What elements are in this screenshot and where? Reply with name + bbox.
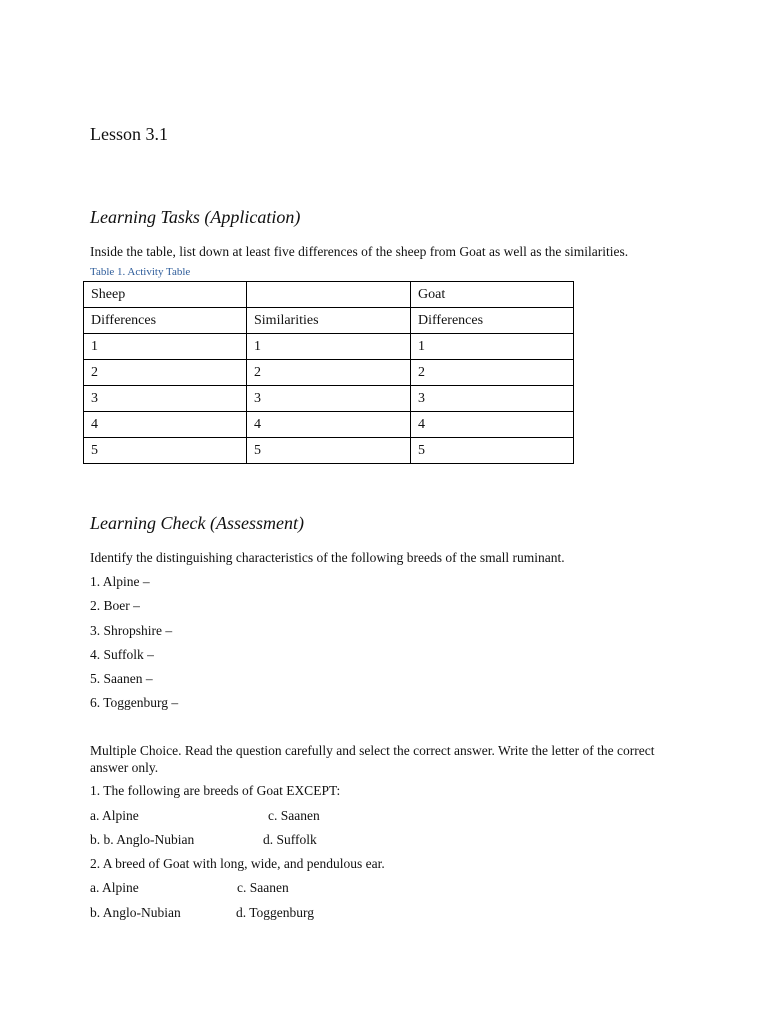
table-cell: 1 bbox=[84, 334, 247, 360]
activity-table bbox=[83, 281, 574, 464]
table-cell: 4 bbox=[247, 412, 411, 438]
table-row bbox=[84, 334, 574, 360]
question-2-option-d: d. Toggenburg bbox=[236, 905, 315, 920]
list-item: 3. Shropshire – bbox=[90, 623, 173, 638]
table-cell: 2 bbox=[84, 360, 247, 386]
table-row bbox=[84, 360, 574, 386]
table-row bbox=[84, 412, 574, 438]
table-row bbox=[84, 438, 574, 464]
question-1-option-a: a. Alpine bbox=[90, 808, 139, 823]
table-cell: 5 bbox=[247, 438, 411, 464]
assessment-instruction: Identify the distinguishing characteristics of the following breeds of the small ruminant. bbox=[90, 550, 565, 565]
multiple-choice-instruction: Multiple Choice. Read the question carefully and select the correct answer. Write the letter of the correct answer only. bbox=[90, 743, 655, 775]
question-1-option-c: c. Saanen bbox=[268, 808, 320, 823]
table-cell: 3 bbox=[84, 386, 247, 412]
lesson-title: Lesson 3.1 bbox=[90, 124, 168, 144]
table-cell: Differences bbox=[411, 308, 574, 334]
table-cell: Sheep bbox=[84, 282, 247, 308]
table-cell: 3 bbox=[247, 386, 411, 412]
table-cell: 5 bbox=[84, 438, 247, 464]
list-item: 6. Toggenburg – bbox=[90, 695, 179, 710]
table-subheader-row bbox=[84, 308, 574, 334]
table-header-row bbox=[84, 282, 574, 308]
list-item: 4. Suffolk – bbox=[90, 647, 154, 662]
question-1-option-d: d. Suffolk bbox=[263, 832, 317, 847]
table-cell: 5 bbox=[411, 438, 574, 464]
question-2: 2. A breed of Goat with long, wide, and pendulous ear. bbox=[90, 856, 385, 871]
application-heading: Learning Tasks (Application) bbox=[90, 207, 301, 227]
question-2-option-a: a. Alpine bbox=[90, 880, 139, 895]
table-row bbox=[84, 386, 574, 412]
list-item: 5. Saanen – bbox=[90, 671, 153, 686]
table-cell: 4 bbox=[84, 412, 247, 438]
list-item: 1. Alpine – bbox=[90, 574, 150, 589]
table-cell: Goat bbox=[411, 282, 574, 308]
table-cell: 4 bbox=[411, 412, 574, 438]
table-cell: Similarities bbox=[247, 308, 411, 334]
question-2-option-b: b. Anglo-Nubian bbox=[90, 905, 181, 920]
table-cell bbox=[247, 282, 411, 308]
table-cell: 2 bbox=[411, 360, 574, 386]
table-caption: Table 1. Activity Table bbox=[90, 266, 191, 278]
table-cell: 1 bbox=[411, 334, 574, 360]
question-1-option-b: b. b. Anglo-Nubian bbox=[90, 832, 195, 847]
table-cell: Differences bbox=[84, 308, 247, 334]
question-2-option-c: c. Saanen bbox=[237, 880, 289, 895]
question-1: 1. The following are breeds of Goat EXCEPT: bbox=[90, 783, 341, 798]
table-cell: 2 bbox=[247, 360, 411, 386]
table-cell: 1 bbox=[247, 334, 411, 360]
list-item: 2. Boer – bbox=[90, 598, 140, 613]
assessment-heading: Learning Check (Assessment) bbox=[90, 513, 304, 533]
table-cell: 3 bbox=[411, 386, 574, 412]
application-instruction: Inside the table, list down at least five differences of the sheep from Goat as well as the similarities. bbox=[90, 244, 629, 259]
